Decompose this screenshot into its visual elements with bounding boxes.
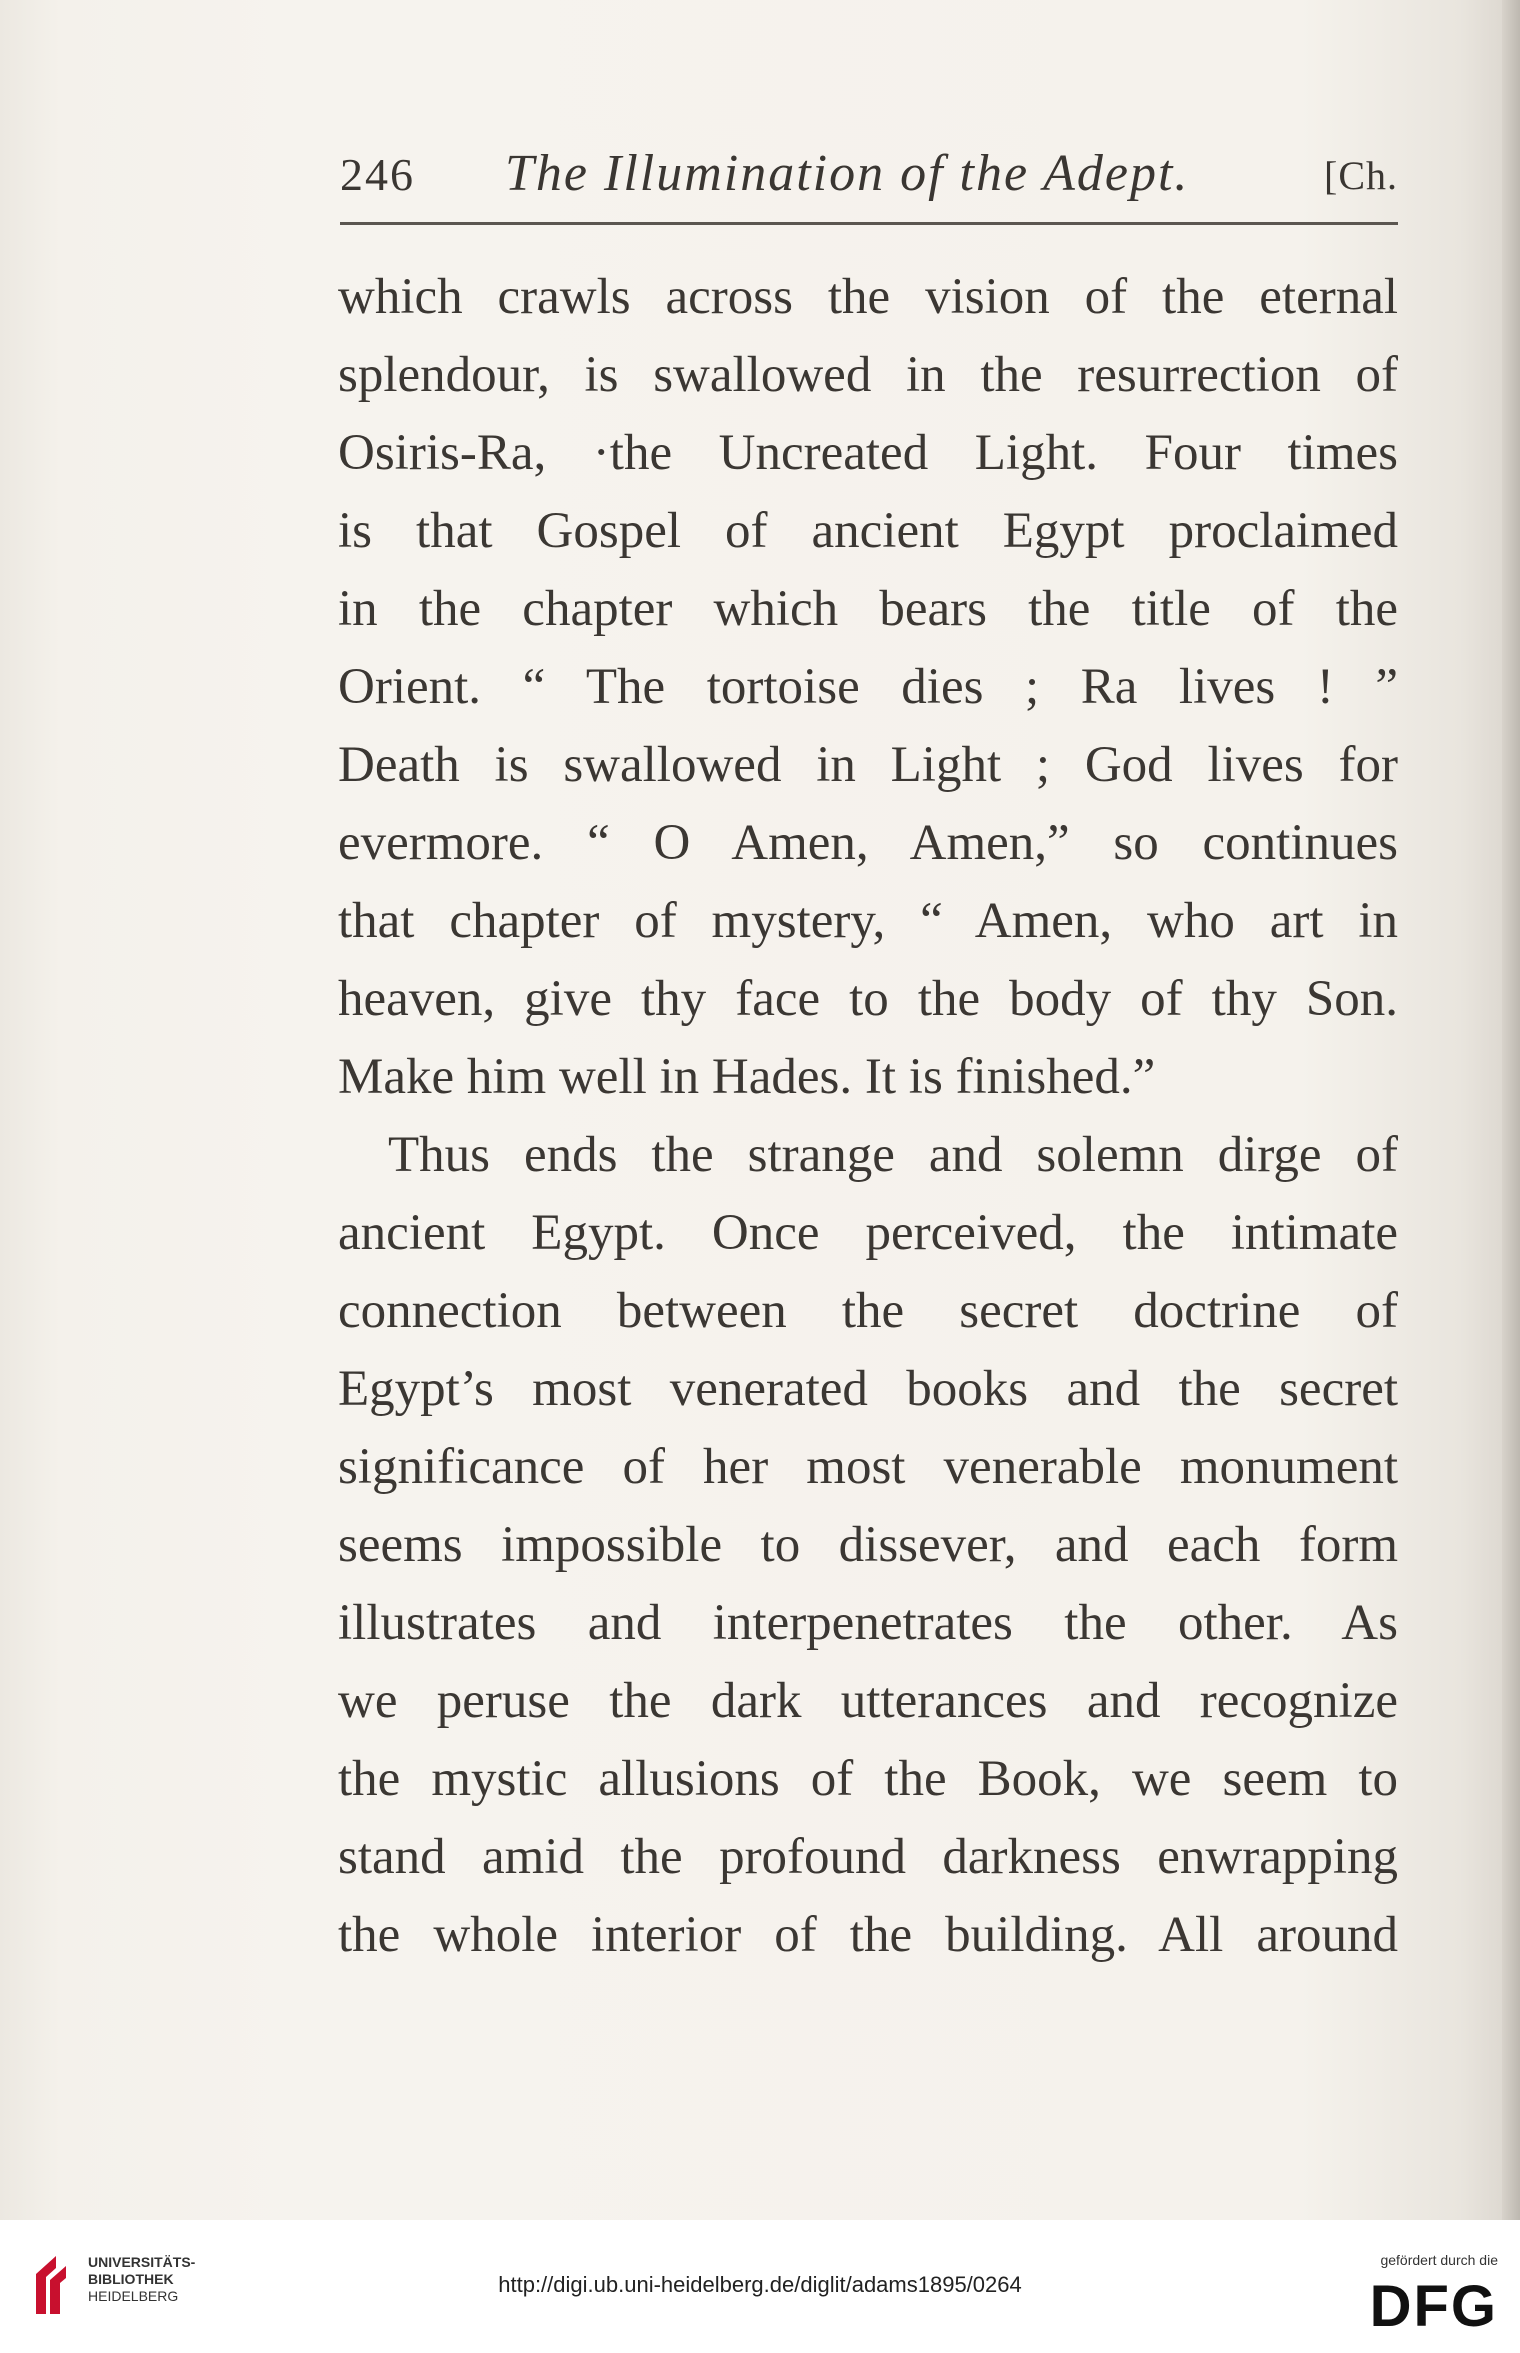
page-number: 246 — [340, 149, 415, 200]
text-line: we peruse the dark utterances and recognize — [338, 1673, 1398, 1729]
text-line: which crawls across the vision of the eternal — [338, 269, 1398, 325]
running-title: The Illumination of the Adept. — [505, 145, 1190, 202]
body-text — [338, 258, 1398, 1974]
text-line: Egypt’s most venerated books and the secret — [338, 1361, 1398, 1417]
library-name-line: UNIVERSITÄTS- — [88, 2254, 196, 2270]
text-line: evermore. “ O Amen, Amen,” so continues — [338, 815, 1398, 871]
text-line: ancient Egypt. Once perceived, the intimate — [338, 1205, 1398, 1261]
text-line: the whole interior of the building. All around — [338, 1907, 1398, 1963]
chapter-mark: [Ch. — [1324, 153, 1398, 198]
text-line: seems impossible to dissever, and each form — [338, 1517, 1398, 1573]
library-name-line: HEIDELBERG — [88, 2288, 179, 2304]
paragraph-2 — [338, 1116, 1398, 1974]
viewer-footer — [0, 2220, 1520, 2353]
permalink-url[interactable]: http://digi.ub.uni-heidelberg.de/diglit/adams1895/0264 — [498, 2272, 1022, 2297]
text-line: in the chapter which bears the title of the — [338, 581, 1398, 637]
paragraph-1 — [338, 258, 1398, 1116]
text-line: heaven, give thy face to the body of thy Son. — [338, 971, 1398, 1027]
running-header — [340, 140, 1398, 210]
text-line: Thus ends the strange and solemn dirge of — [388, 1127, 1398, 1183]
text-line: Make him well in Hades. It is finished.” — [338, 1049, 1156, 1105]
dfg-logo: DFG — [1369, 2274, 1498, 2339]
text-line: that chapter of mystery, “ Amen, who art in — [338, 893, 1398, 949]
page-edge — [1502, 0, 1520, 2220]
text-line: splendour, is swallowed in the resurrection of — [338, 347, 1398, 403]
header-rule — [340, 222, 1398, 225]
text-line: illustrates and interpenetrates the other. As — [338, 1595, 1398, 1651]
text-line: Osiris-Ra, ·the Uncreated Light. Four times — [338, 425, 1398, 481]
funder-label: gefördert durch die — [1380, 2252, 1498, 2268]
text-line: the mystic allusions of the Book, we seem to — [338, 1751, 1398, 1807]
text-line: significance of her most venerable monument — [338, 1439, 1398, 1495]
text-line: connection between the secret doctrine of — [338, 1283, 1398, 1339]
text-line: Orient. “ The tortoise dies ; Ra lives ! ” — [338, 659, 1398, 715]
text-line: is that Gospel of ancient Egypt proclaimed — [338, 503, 1398, 559]
library-name-line: BIBLIOTHEK — [88, 2271, 174, 2287]
text-line: stand amid the profound darkness enwrapping — [338, 1829, 1398, 1885]
text-line: Death is swallowed in Light ; God lives for — [338, 737, 1398, 793]
